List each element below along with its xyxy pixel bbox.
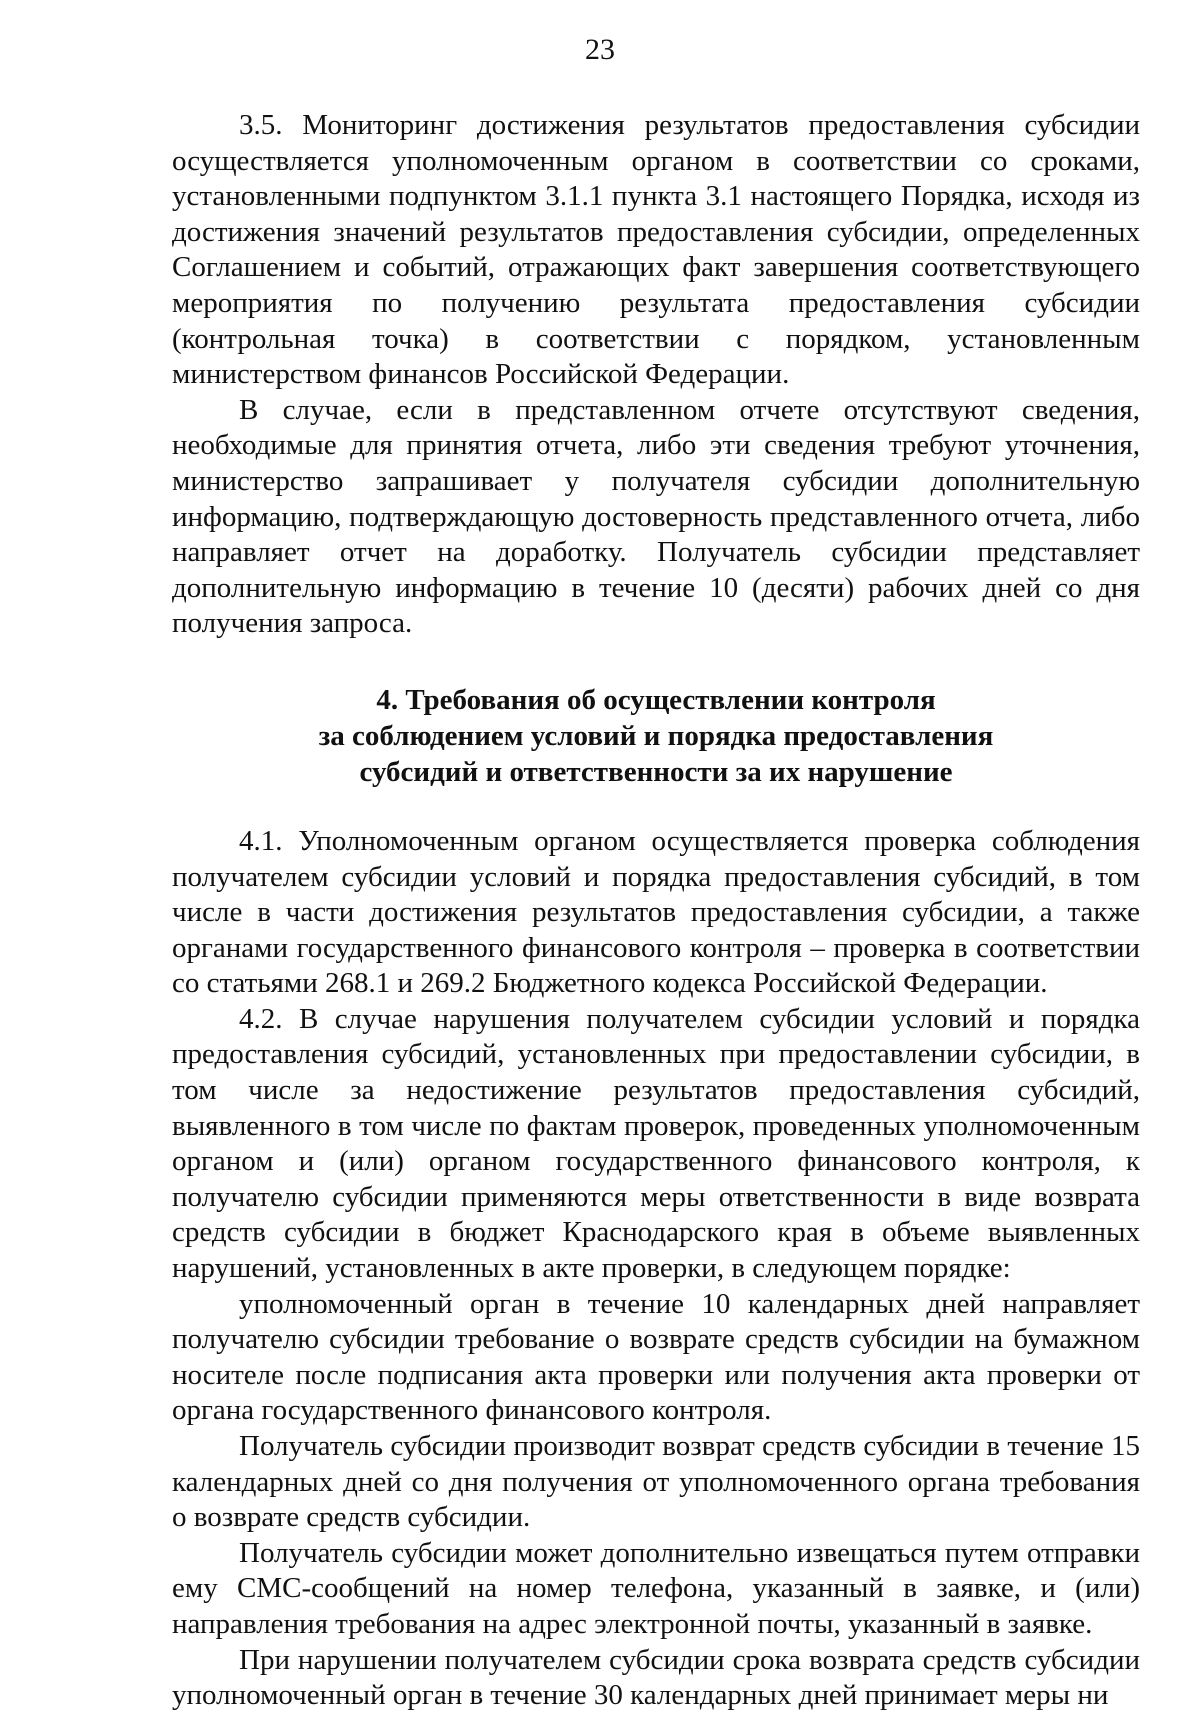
section-4-heading-line-1: 4. Требования об осуществлении контроля xyxy=(376,683,936,716)
section-4-heading xyxy=(172,682,1140,790)
paragraph-4-2: 4.2. В случае нарушения получателем субсидии условий и порядка предоставления субсидий, установленных при предоставлении субсидии, в том числе за недостижение результатов предоставления субсидий, выявленного в том числе по фактам проверок, проведенных уполномоченным органом и (или) органом государственного финансового контроля, к получателю субсидии применяются меры ответственности в виде возврата средств субсидии в бюджет Краснодарского края в объеме выявленных нарушений, установленных в акте проверки, в следующем порядке: xyxy=(172,1002,1140,1285)
section-4-heading-line-3: субсидий и ответственности за их нарушение xyxy=(359,755,953,788)
section-4-heading-line-2: за соблюдением условий и порядка предоставления xyxy=(318,719,994,752)
document-body xyxy=(172,108,1140,1714)
paragraph-4-1: 4.1. Уполномоченным органом осуществляется проверка соблюдения получателем субсидии условий и порядка предоставления субсидий, в том числе в части достижения результатов предоставления субсидии, а также органами государственного финансового контроля – проверка в соответствии со статьями 268.1 и 269.2 Бюджетного кодекса Российской Федерации. xyxy=(172,824,1140,1000)
paragraph-return-requirement: уполномоченный орган в течение 10 календарных дней направляет получателю субсидии требование о возврате средств субсидии на бумажном носителе после подписания акта проверки или получения акта проверки от органа государственного финансового контроля. xyxy=(172,1287,1140,1427)
paragraph-3-5: 3.5. Мониторинг достижения результатов предоставления субсидии осуществляется уполномоченным органом в соответствии со сроками, установленными подпунктом 3.1.1 пункта 3.1 настоящего Порядка, исходя из достижения значений результатов предоставления субсидии, определенных Соглашением и событий, отражающих факт завершения соответствующего мероприятия по получению результата предоставления субсидии (контрольная точка) в соответствии с порядком, установленным министерством финансов Российской Федерации. xyxy=(172,109,1140,391)
page-number: 23 xyxy=(585,33,615,66)
paragraph-return-violation: При нарушении получателем субсидии срока возврата средств субсидии уполномоченный орган в течение 30 календарных дней принимает меры ни xyxy=(172,1643,1140,1712)
paragraph-return-deadline: Получатель субсидии производит возврат средств субсидии в течение 15 календарных дней со дня получения от уполномоченного органа требования о возврате средств субсидии. xyxy=(172,1430,1140,1534)
paragraph-report-clarification: В случае, если в представленном отчете отсутствуют сведения, необходимые для принятия отчета, либо эти сведения требуют уточнения, министерство запрашивает у получателя субсидии дополнительную информацию, подтверждающую достоверность представленного отчета, либо направляет отчет на доработку. Получатель субсидии представляет дополнительную информацию в течение 10 (десяти) рабочих дней со дня получения запроса. xyxy=(172,393,1140,640)
paragraph-sms-notification: Получатель субсидии может дополнительно извещаться путем отправки ему СМС-сообщений на номер телефона, указанный в заявке, и (или) направления требования на адрес электронной почты, указанный в заявке. xyxy=(172,1536,1140,1640)
